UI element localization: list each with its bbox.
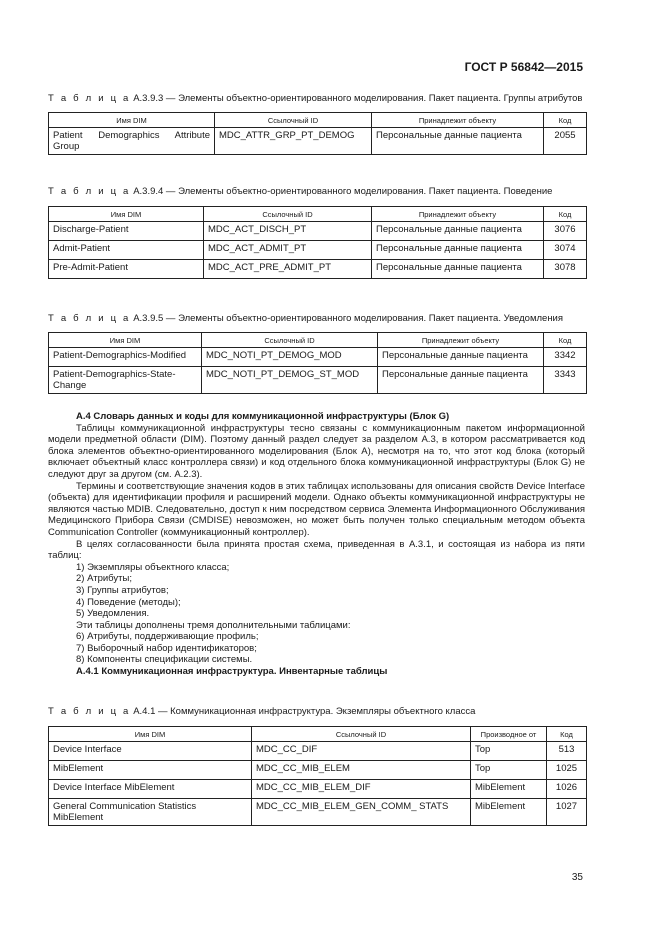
page-number: 35: [571, 872, 583, 883]
cell-code: 1027: [547, 799, 587, 826]
cell-code: 3343: [544, 367, 587, 394]
cell-reference-id: MDC_NOTI_PT_DEMOG_ST_MOD: [202, 367, 378, 394]
cell-owner: Персональные данные пациента: [372, 260, 544, 279]
cell-code: 513: [547, 742, 587, 761]
list-item: 6) Атрибуты, поддерживающие профиль;: [76, 631, 259, 643]
header-cell: Производное от: [471, 727, 547, 742]
cell-reference-id: MDC_NOTI_PT_DEMOG_MOD: [202, 348, 378, 367]
section-heading: А.4 Словарь данных и коды для коммуникационной инфраструктуры (Блок G): [76, 411, 450, 422]
table-caption: [48, 186, 552, 197]
table-header-row: [49, 207, 587, 222]
header-cell: Имя DIM: [49, 207, 204, 222]
header-cell: Принадлежит объекту: [372, 113, 544, 128]
header-cell: Ссылочный ID: [204, 207, 372, 222]
list-item: 4) Поведение (методы);: [76, 596, 181, 608]
cell-dim-name: Discharge-Patient: [49, 222, 204, 241]
table-label: Т а б л и ц а: [48, 706, 131, 717]
header-cell: Ссылочный ID: [202, 333, 378, 348]
table-a395: [48, 332, 587, 394]
cell-derived-from: Top: [471, 761, 547, 780]
cell-code: 3076: [544, 222, 587, 241]
table-caption-text: A.3.9.3 — Элементы объектно-ориентированного моделирования. Пакет пациента. Группы атрибутов: [133, 93, 583, 104]
cell-reference-id: MDC_CC_DIF: [252, 742, 471, 761]
cell-code: 3342: [544, 348, 587, 367]
table-caption-text: A.3.9.4 — Элементы объектно-ориентированного моделирования. Пакет пациента. Поведение: [133, 186, 553, 197]
table-caption: [48, 93, 582, 104]
table-label: Т а б л и ц а: [48, 93, 131, 104]
header-cell: Имя DIM: [49, 333, 202, 348]
cell-dim-name: Patient-Demographics-State-Change: [49, 367, 202, 394]
header-cell: Имя DIM: [49, 727, 252, 742]
table-caption-text: A.4.1 — Коммуникационная инфраструктура. Экземпляры объектного класса: [133, 706, 476, 717]
cell-reference-id: MDC_ATTR_GRP_PT_DEMOG: [215, 128, 372, 155]
cell-dim-name: General Communication Statistics MibElement: [49, 799, 252, 826]
table-caption: [48, 313, 563, 324]
table-row: [49, 222, 587, 241]
table-row: [49, 348, 587, 367]
cell-owner: Персональные данные пациента: [372, 241, 544, 260]
cell-owner: Персональные данные пациента: [372, 128, 544, 155]
cell-dim-name: MibElement: [49, 761, 252, 780]
table-a393: [48, 112, 587, 155]
cell-reference-id: MDC_CC_MIB_ELEM_DIF: [252, 780, 471, 799]
subsection-heading: А.4.1 Коммуникационная инфраструктура. Инвентарные таблицы: [76, 666, 388, 678]
table-row: [49, 260, 587, 279]
table-a41: [48, 726, 587, 826]
cell-code: 2055: [544, 128, 587, 155]
table-label: Т а б л и ц а: [48, 313, 131, 324]
cell-reference-id: MDC_CC_MIB_ELEM_GEN_COMM_ STATS: [252, 799, 471, 826]
cell-reference-id: MDC_CC_MIB_ELEM: [252, 761, 471, 780]
cell-dim-name: Patient-Demographics-Modified: [49, 348, 202, 367]
header-cell: Ссылочный ID: [252, 727, 471, 742]
list-item: 2) Атрибуты;: [76, 573, 132, 585]
cell-owner: Персональные данные пациента: [372, 222, 544, 241]
header-cell: Код: [544, 207, 587, 222]
cell-dim-name: Admit-Patient: [49, 241, 204, 260]
cell-code: 1026: [547, 780, 587, 799]
cell-reference-id: MDC_ACT_DISCH_PT: [204, 222, 372, 241]
table-header-row: [49, 727, 587, 742]
table-header-row: [49, 333, 587, 348]
header-cell: Ссылочный ID: [215, 113, 372, 128]
cell-reference-id: MDC_ACT_ADMIT_PT: [204, 241, 372, 260]
header-cell: Код: [544, 113, 587, 128]
table-label: Т а б л и ц а: [48, 186, 131, 197]
list-item: 1) Экземпляры объектного класса;: [76, 561, 230, 573]
list-item: 8) Компоненты спецификации системы.: [76, 654, 253, 666]
list-item: 3) Группы атрибутов;: [76, 584, 169, 596]
table-row: [49, 742, 587, 761]
header-cell: Имя DIM: [49, 113, 215, 128]
table-caption-text: A.3.9.5 — Элементы объектно-ориентированного моделирования. Пакет пациента. Уведомления: [133, 313, 564, 324]
table-row: [49, 367, 587, 394]
cell-dim-name: Device Interface: [49, 742, 252, 761]
cell-owner: Персональные данные пациента: [378, 348, 544, 367]
cell-code: 3074: [544, 241, 587, 260]
cell-owner: Персональные данные пациента: [378, 367, 544, 394]
cell-code: 3078: [544, 260, 587, 279]
section-a4: [48, 411, 585, 678]
paragraph: Термины и соответствующие значения кодов в этих таблицах использованы для описания свойств Device Interface (объекта) для идентификации профиля и расширений модели. Однако объекты коммуникационной инфраструктуры не являются частью MDIB. Следовательно, доступ к ним посредством сервиса Элемента Информационного Обслуживания Медицинского Прибора Связи (CMDISE) невозможен, но может быть получен только специальным методом объекта Communication Controller (коммуникационный контроллер).: [48, 480, 585, 538]
cell-derived-from: MibElement: [471, 799, 547, 826]
table-row: [49, 761, 587, 780]
paragraph: Таблицы коммуникационной инфраструктуры тесно связаны с коммуникационным пакетом информационной модели предметной области (DIM). Поэтому данный раздел следует за разделом А.3, в котором рассматривается код блока элементов объектно-ориентированного моделирования (Блок А), несмотря на то, что этот код блока (который включает объектный класс контроллера связи) и код отдельного блока коммуникационной инфраструктуры (Блок G) не следуют друг за другом (см. А.2.3).: [48, 422, 585, 480]
table-row: [49, 241, 587, 260]
cell-dim-name: Device Interface MibElement: [49, 780, 252, 799]
cell-code: 1025: [547, 761, 587, 780]
table-row: [49, 780, 587, 799]
paragraph: Эти таблицы дополнены тремя дополнительными таблицами:: [76, 619, 351, 631]
table-caption: [48, 706, 475, 717]
list-item: 5) Уведомления.: [76, 608, 150, 620]
list-item: 7) Выборочный набор идентификаторов;: [76, 642, 257, 654]
cell-reference-id: MDC_ACT_PRE_ADMIT_PT: [204, 260, 372, 279]
header-cell: Код: [544, 333, 587, 348]
document-code: ГОСТ Р 56842—2015: [464, 60, 583, 74]
cell-dim-name: Patient Demographics Attribute Group: [49, 128, 215, 155]
cell-derived-from: Top: [471, 742, 547, 761]
table-row: [49, 799, 587, 826]
table-a394: [48, 206, 587, 279]
header-cell: Код: [547, 727, 587, 742]
cell-derived-from: MibElement: [471, 780, 547, 799]
header-cell: Принадлежит объекту: [378, 333, 544, 348]
header-cell: Принадлежит объекту: [372, 207, 544, 222]
table-header-row: [49, 113, 587, 128]
paragraph: В целях согласованности была принята простая схема, приведенная в А.3.1, и состоящая из набора из пяти таблиц:: [48, 538, 585, 562]
table-row: [49, 128, 587, 155]
cell-dim-name: Pre-Admit-Patient: [49, 260, 204, 279]
